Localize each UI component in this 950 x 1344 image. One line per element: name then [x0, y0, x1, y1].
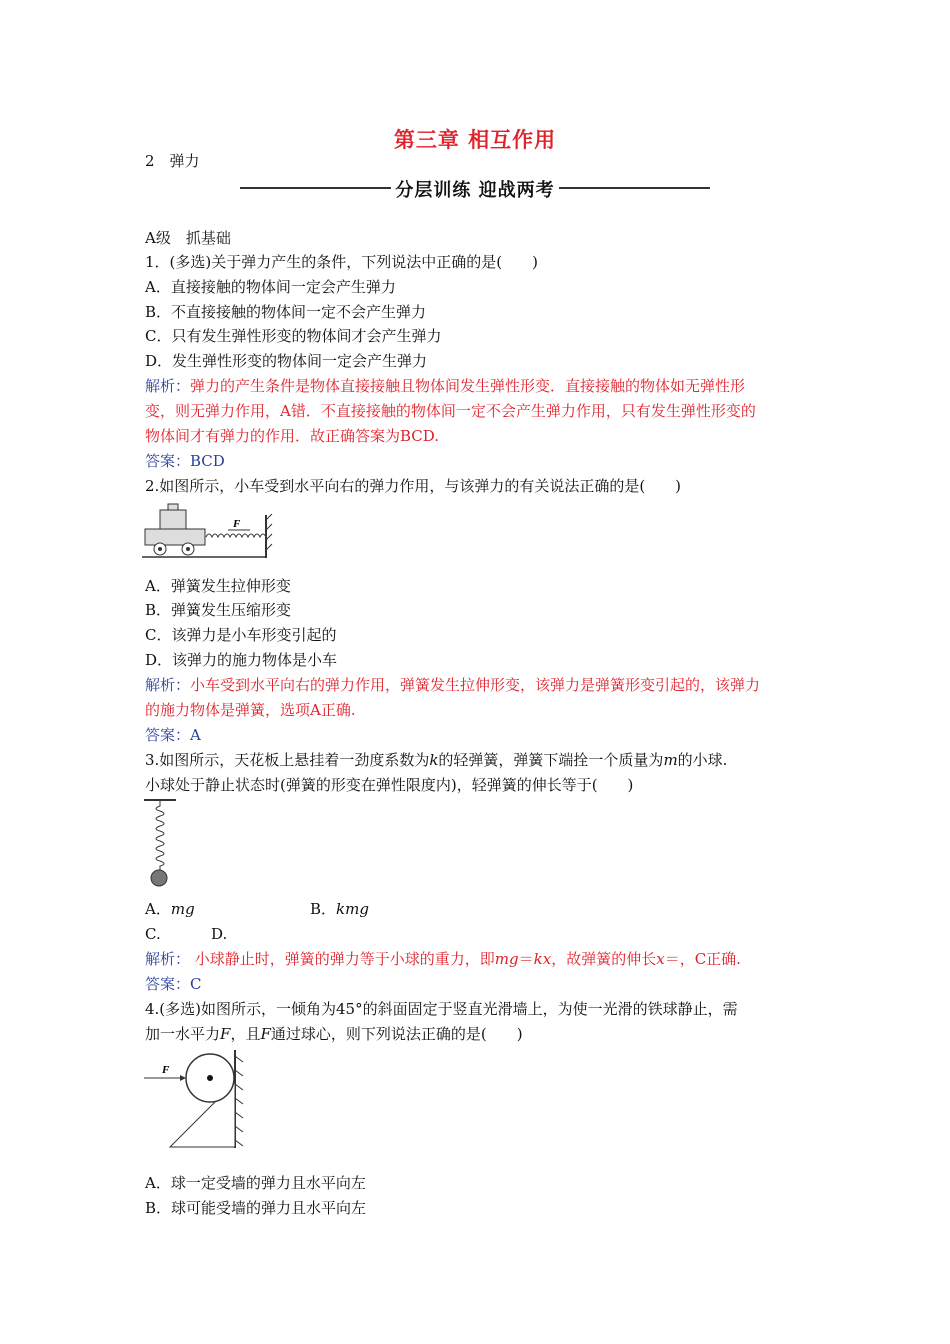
q3-option-c: C.: [145, 925, 161, 943]
q1-option-c: C．只有发生弹性形变的物体间才会产生弹力: [145, 327, 442, 345]
q2-option-a: A．弹簧发生拉伸形变: [145, 577, 291, 595]
q4-option-b: B．球可能受墙的弹力且水平向左: [145, 1199, 367, 1217]
q1-analysis-label: 解析：: [145, 377, 191, 395]
banner: [240, 176, 710, 200]
q4-stem-line-1: 4.(多选)如图所示，一倾角为45°的斜面固定于竖直光滑墙上，为使一光滑的铁球静止，需: [145, 1000, 738, 1018]
q1-stem: 1．(多选)关于弹力产生的条件，下列说法中正确的是( ): [145, 253, 538, 271]
cart-body: [145, 529, 205, 545]
force-label-f: F: [162, 1064, 170, 1076]
incline-ball-figure: [140, 1048, 250, 1153]
q1-option-d: D．发生弹性形变的物体间一定会产生弹力: [145, 352, 428, 370]
spring-vertical: [156, 801, 164, 872]
q3-stem-line-2: 小球处于静止状态时(弹簧的形变在弹性限度内)，轻弹簧的伸长等于( ): [145, 776, 634, 794]
hanging-spring-figure: [140, 798, 180, 890]
level-heading: A级 抓基础: [145, 229, 231, 247]
section-title: 2 弹力: [145, 152, 200, 170]
q1-option-b: B．不直接接触的物体间一定不会产生弹力: [145, 303, 427, 321]
cart-weight-knob: [168, 504, 178, 510]
q4-option-a: A．球一定受墙的弹力且水平向左: [145, 1174, 366, 1192]
hanging-ball: [151, 870, 167, 886]
cart-weight: [160, 510, 186, 529]
force-label-f: F: [233, 518, 241, 530]
q1-analysis-line-3: 物体间才有弹力的作用．故正确答案为BCD.: [145, 427, 440, 445]
q1-answer: 答案：BCD: [145, 452, 225, 470]
q2-analysis-line-2: 的施力物体是弹簧，选项A正确.: [145, 701, 356, 719]
q2-option-c: C．该弹力是小车形变引起的: [145, 626, 337, 644]
ball-center-dot: [207, 1075, 213, 1081]
spring-horizontal: [206, 534, 266, 537]
q3-option-d: D.: [211, 925, 228, 943]
q3-stem-line-1: 3.如图所示，天花板上悬挂着一劲度系数为k的轻弹簧，弹簧下端拴一个质量为m的小球.: [145, 751, 728, 769]
q2-analysis-line-1: 解析：小车受到水平向右的弹力作用，弹簧发生拉伸形变，该弹力是弹簧形变引起的，该弹力: [145, 676, 761, 694]
q1-analysis-line-1: 解析：弹力的产生条件是物体直接接触且物体间发生弹性形变．直接接触的物体如无弹性形: [145, 377, 746, 395]
q2-analysis-label: 解析：: [145, 676, 191, 694]
q2-answer: 答案：A: [145, 726, 201, 744]
q1-analysis-line-2: 变，则无弹力作用，A错．不直接接触的物体间一定不会产生弹力作用，只有发生弹性形变的: [145, 402, 756, 420]
q3-option-a: A．mg: [145, 900, 195, 918]
q2-option-b: B．弹簧发生压缩形变: [145, 601, 292, 619]
q2-option-d: D．该弹力的施力物体是小车: [145, 651, 338, 669]
q2-stem: 2.如图所示，小车受到水平向右的弹力作用，与该弹力的有关说法正确的是( ): [145, 477, 682, 495]
q3-answer: 答案：C: [145, 975, 202, 993]
chapter-title: 第三章 相互作用: [393, 127, 557, 152]
q3-analysis: 解析： 小球静止时，弹簧的弹力等于小球的重力，即mg＝kx，故弹簧的伸长x＝，C正确.: [145, 950, 741, 968]
banner-text: 分层训练 迎战两考: [391, 180, 558, 201]
cart-spring-figure: [140, 500, 275, 560]
q4-stem-line-2: 加一水平力F，且F通过球心，则下列说法正确的是( ): [145, 1025, 523, 1043]
q3-option-b: B．kmg: [310, 900, 369, 918]
q1-option-a: A．直接接触的物体间一定会产生弹力: [145, 278, 396, 296]
